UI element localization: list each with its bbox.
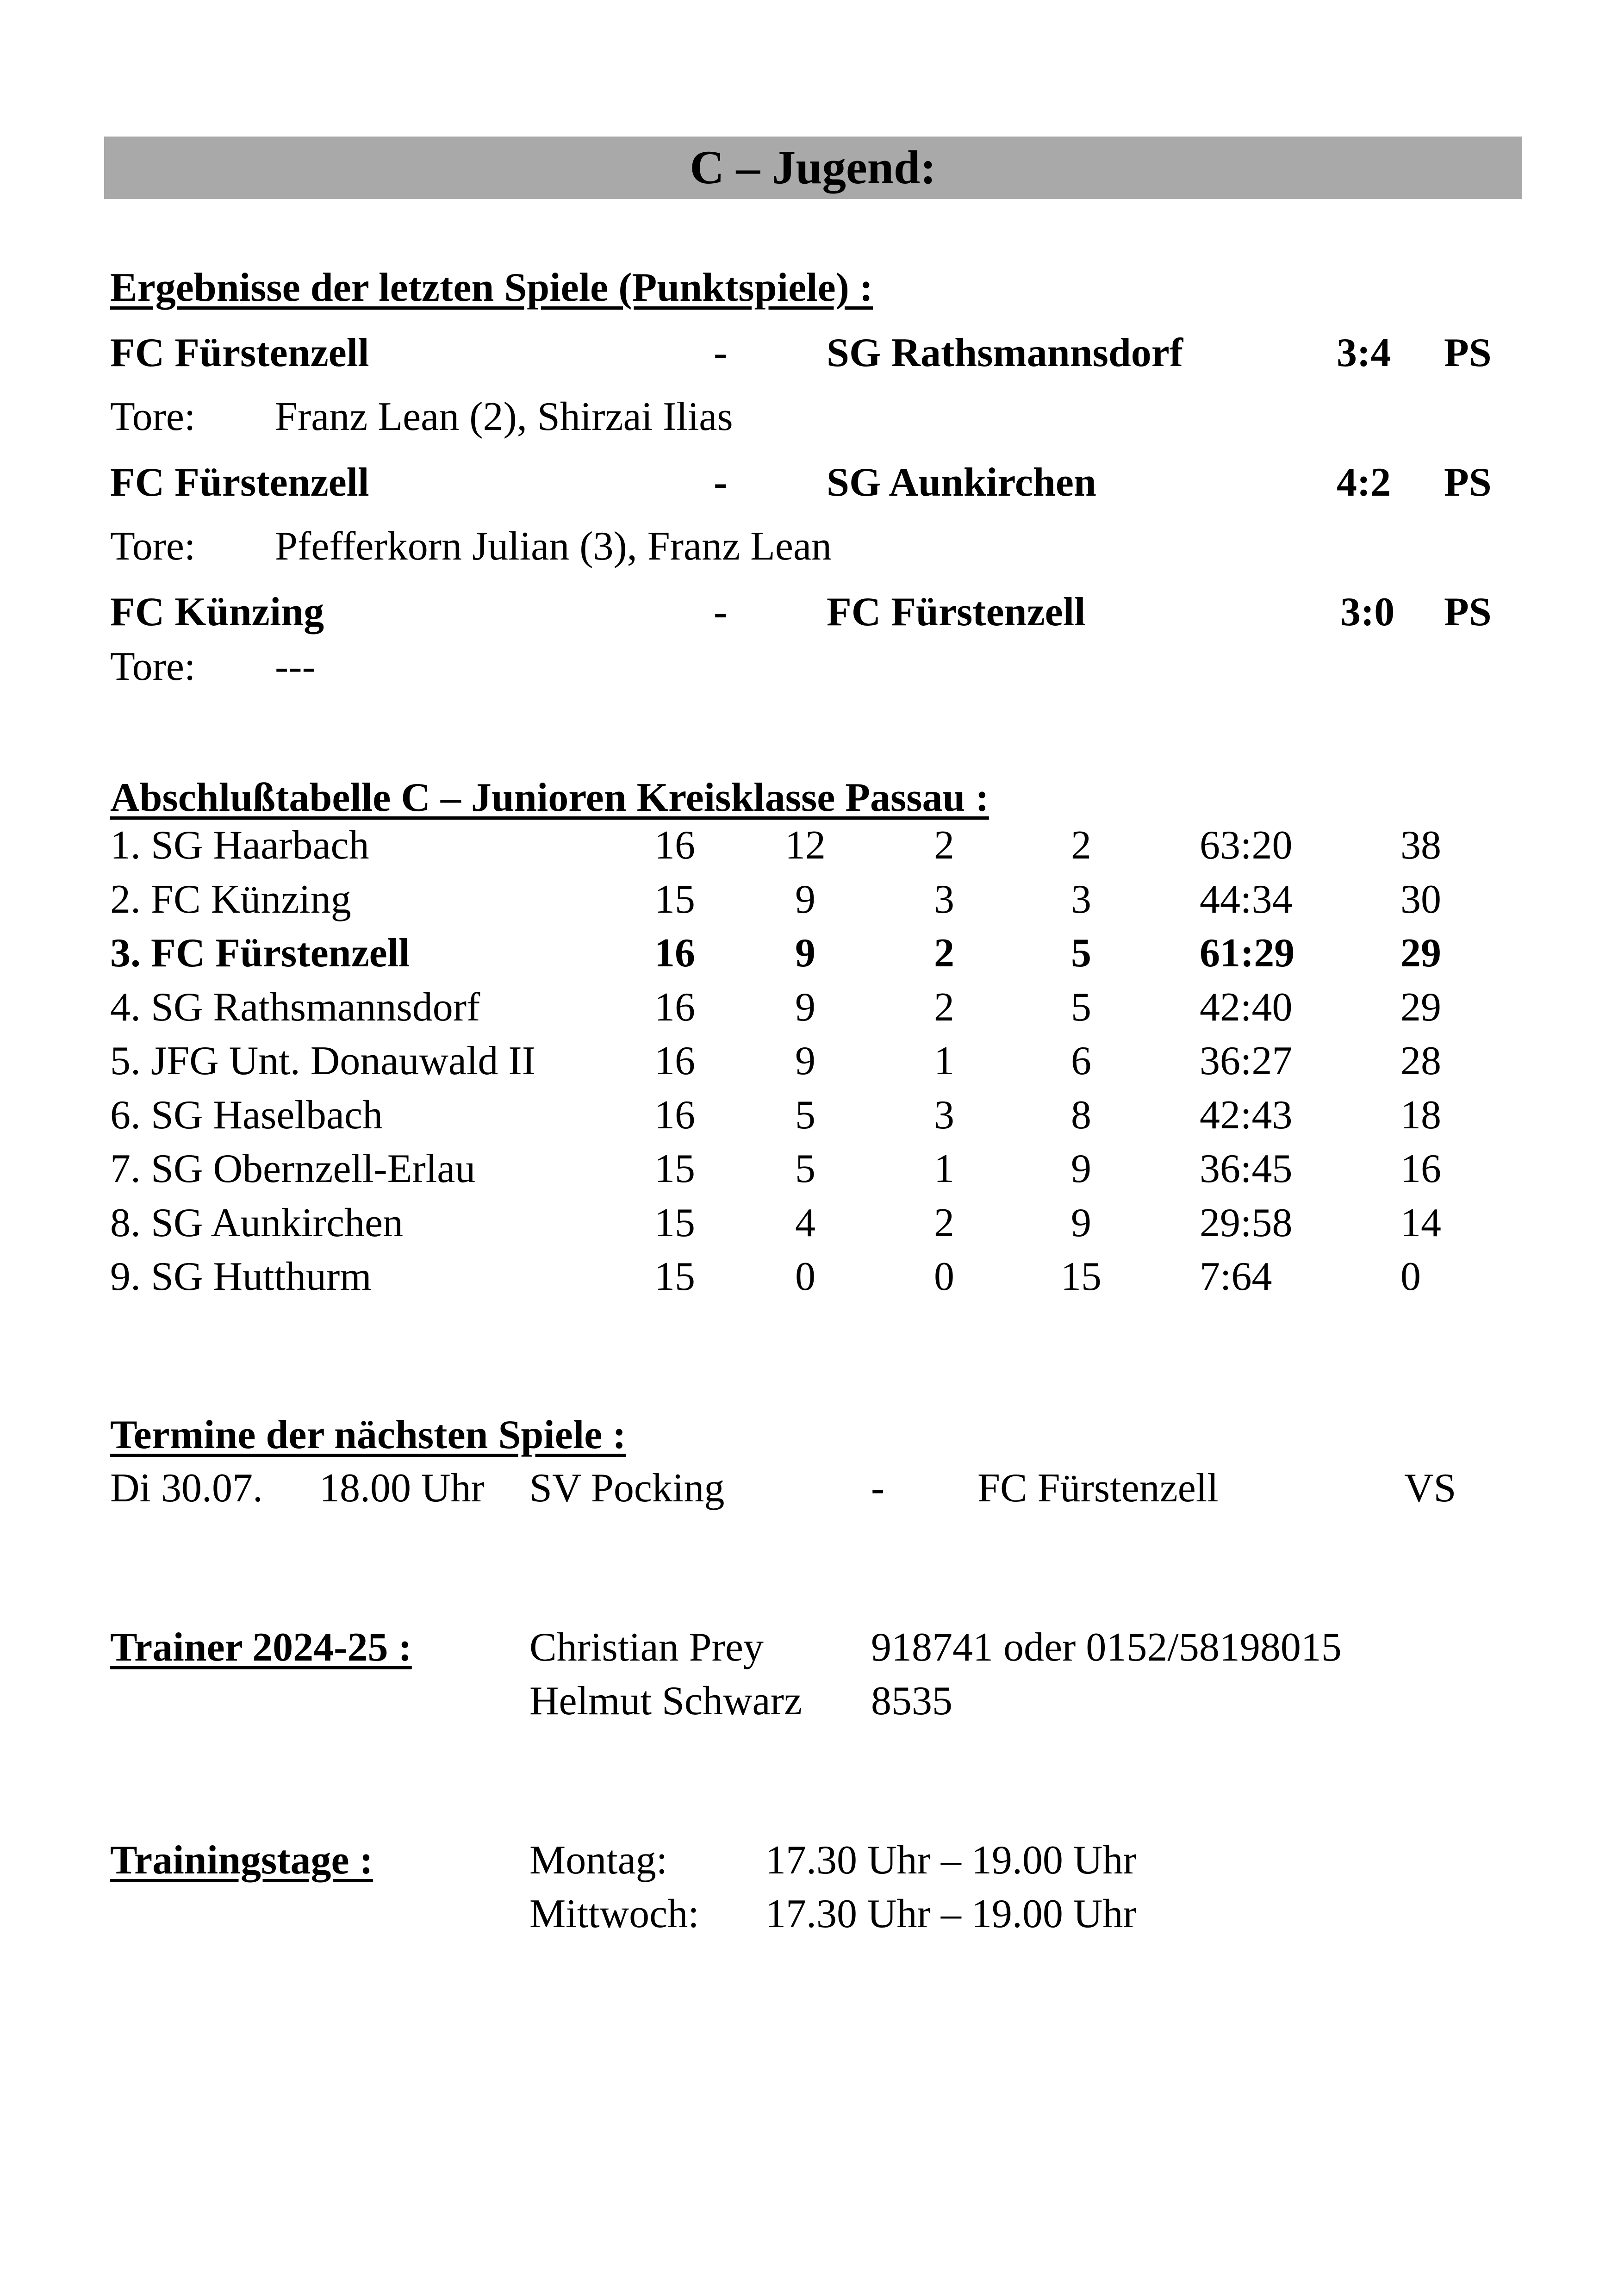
standings-goals: 36:45 xyxy=(1200,1146,1293,1191)
match-type: PS xyxy=(1444,460,1492,505)
standings-team: 6. SG Haselbach xyxy=(110,1093,383,1138)
scorers: Pfefferkorn Julian (3), Franz Lean xyxy=(275,524,832,569)
scorers: Franz Lean (2), Shirzai Ilias xyxy=(275,394,733,439)
standings-draws: 3 xyxy=(934,877,954,922)
match-type: PS xyxy=(1444,330,1492,375)
standings-draws: 1 xyxy=(934,1039,954,1083)
standings-losses: 9 xyxy=(1071,1146,1091,1191)
standings-wins: 9 xyxy=(795,931,815,976)
standings-games: 16 xyxy=(654,931,695,976)
standings-points: 14 xyxy=(1400,1201,1441,1245)
next-match-type: VS xyxy=(1404,1466,1456,1511)
standings-goals: 36:27 xyxy=(1200,1039,1293,1083)
standings-draws: 1 xyxy=(934,1146,954,1191)
scorers-label: Tore: xyxy=(110,644,196,689)
scorers-label: Tore: xyxy=(110,394,196,439)
match-away-team: SG Rathsmannsdorf xyxy=(827,330,1183,375)
standings-losses: 9 xyxy=(1071,1201,1091,1245)
standings-losses: 5 xyxy=(1071,985,1091,1030)
training-heading: Trainingstage : xyxy=(110,1838,373,1883)
training-day: Mittwoch: xyxy=(529,1892,699,1936)
training-time: 17.30 Uhr – 19.00 Uhr xyxy=(765,1838,1137,1883)
standings-goals: 61:29 xyxy=(1200,931,1295,976)
match-home-team: FC Künzing xyxy=(110,590,324,635)
standings-games: 15 xyxy=(654,877,695,922)
training-day: Montag: xyxy=(529,1838,668,1883)
standings-goals: 44:34 xyxy=(1200,877,1293,922)
standings-team: 5. JFG Unt. Donauwald II xyxy=(110,1039,536,1083)
match-home-team: FC Fürstenzell xyxy=(110,330,369,375)
standings-games: 15 xyxy=(654,1201,695,1245)
standings-games: 15 xyxy=(654,1254,695,1299)
standings-points: 0 xyxy=(1400,1254,1421,1299)
standings-team: 7. SG Obernzell-Erlau xyxy=(110,1146,476,1191)
next-games-heading: Termine der nächsten Spiele : xyxy=(110,1412,626,1457)
standings-wins: 9 xyxy=(795,985,815,1030)
standings-team: 9. SG Hutthurm xyxy=(110,1254,372,1299)
standings-wins: 5 xyxy=(795,1146,815,1191)
scorers-label: Tore: xyxy=(110,524,196,569)
match-away-team: SG Aunkirchen xyxy=(827,460,1096,505)
standings-wins: 0 xyxy=(795,1254,815,1299)
standings-losses: 2 xyxy=(1071,823,1091,868)
match-separator: - xyxy=(714,590,728,635)
standings-team: 4. SG Rathsmannsdorf xyxy=(110,985,480,1030)
standings-draws: 3 xyxy=(934,1093,954,1138)
table-heading: Abschlußtabelle C – Junioren Kreisklasse Passau : xyxy=(110,775,989,820)
trainer-name: Christian Prey xyxy=(529,1625,764,1670)
standings-games: 15 xyxy=(654,1146,695,1191)
match-separator: - xyxy=(714,460,728,505)
next-match-time: 18.00 Uhr xyxy=(319,1466,485,1511)
page-title: C – Jugend: xyxy=(690,141,936,194)
match-away-team: FC Fürstenzell xyxy=(827,590,1086,635)
results-heading: Ergebnisse der letzten Spiele (Punktspiele) : xyxy=(110,265,873,310)
standings-draws: 2 xyxy=(934,931,954,976)
match-score: 4:2 xyxy=(1337,460,1391,505)
standings-losses: 3 xyxy=(1071,877,1091,922)
match-score: 3:4 xyxy=(1337,330,1391,375)
standings-team: 8. SG Aunkirchen xyxy=(110,1201,404,1245)
trainer-heading: Trainer 2024-25 : xyxy=(110,1625,412,1670)
match-home-team: FC Fürstenzell xyxy=(110,460,369,505)
training-time: 17.30 Uhr – 19.00 Uhr xyxy=(765,1892,1137,1936)
match-separator: - xyxy=(714,330,728,375)
standings-draws: 2 xyxy=(934,985,954,1030)
scorers: --- xyxy=(275,644,316,689)
match-score: 3:0 xyxy=(1340,590,1395,635)
standings-draws: 2 xyxy=(934,823,954,868)
section-banner xyxy=(104,137,1522,199)
next-match-date: Di 30.07. xyxy=(110,1466,263,1511)
standings-points: 29 xyxy=(1400,985,1441,1030)
standings-draws: 0 xyxy=(934,1254,954,1299)
standings-team: 3. FC Fürstenzell xyxy=(110,931,410,976)
standings-team: 1. SG Haarbach xyxy=(110,823,369,868)
standings-draws: 2 xyxy=(934,1201,954,1245)
next-match-separator: - xyxy=(871,1466,885,1511)
standings-points: 28 xyxy=(1400,1039,1441,1083)
standings-losses: 8 xyxy=(1071,1093,1091,1138)
standings-goals: 29:58 xyxy=(1200,1201,1293,1245)
standings-goals: 42:40 xyxy=(1200,985,1293,1030)
standings-games: 16 xyxy=(654,823,695,868)
trainer-name: Helmut Schwarz xyxy=(529,1679,802,1724)
standings-points: 29 xyxy=(1400,931,1441,976)
standings-goals: 42:43 xyxy=(1200,1093,1293,1138)
standings-team: 2. FC Künzing xyxy=(110,877,351,922)
standings-losses: 15 xyxy=(1061,1254,1101,1299)
standings-losses: 6 xyxy=(1071,1039,1091,1083)
trainer-phone: 8535 xyxy=(871,1679,952,1724)
standings-losses: 5 xyxy=(1071,931,1091,976)
standings-wins: 5 xyxy=(795,1093,815,1138)
match-type: PS xyxy=(1444,590,1492,635)
standings-points: 38 xyxy=(1400,823,1441,868)
standings-points: 30 xyxy=(1400,877,1441,922)
standings-wins: 9 xyxy=(795,877,815,922)
next-match-home-team: SV Pocking xyxy=(529,1466,725,1511)
standings-points: 16 xyxy=(1400,1146,1441,1191)
standings-wins: 4 xyxy=(795,1201,815,1245)
next-match-away-team: FC Fürstenzell xyxy=(977,1466,1219,1511)
trainer-phone: 918741 oder 0152/58198015 xyxy=(871,1625,1342,1670)
standings-games: 16 xyxy=(654,985,695,1030)
standings-games: 16 xyxy=(654,1039,695,1083)
standings-wins: 9 xyxy=(795,1039,815,1083)
standings-wins: 12 xyxy=(785,823,826,868)
standings-points: 18 xyxy=(1400,1093,1441,1138)
standings-goals: 63:20 xyxy=(1200,823,1293,868)
standings-games: 16 xyxy=(654,1093,695,1138)
standings-goals: 7:64 xyxy=(1200,1254,1272,1299)
